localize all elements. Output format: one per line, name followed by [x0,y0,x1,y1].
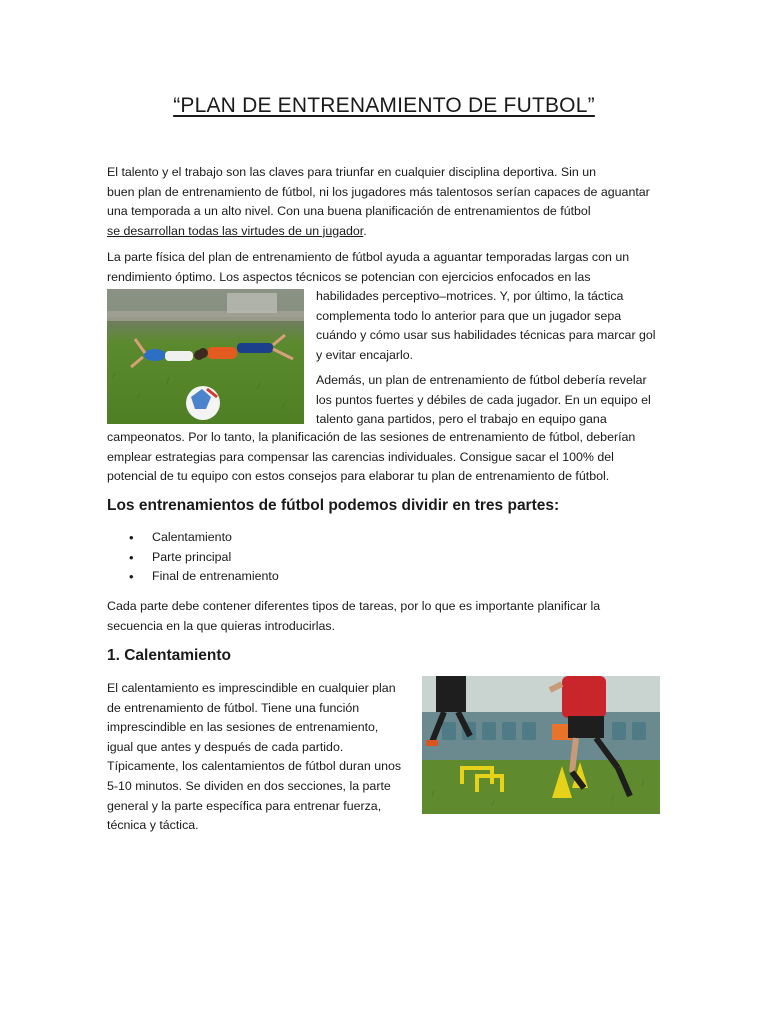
paragraph-line: campeonatos. Por lo tanto, la planificación de las sesiones de entrenamiento de fútbol, deberían [107,430,636,444]
players-resting-photo [107,289,304,424]
intro-line: una temporada a un alto nivel. Con una buena planificación de entrenamientos de fútbol [107,204,591,219]
strengths-paragraph [107,428,662,487]
paragraph-line: emplear estrategias para compensar las carencias individuales. Consigue sacar el 100% del [107,449,614,464]
paragraph-line: El calentamiento es imprescindible en cualquier plan [107,681,396,695]
paragraph-line: Cada parte debe contener diferentes tipos de tareas, por lo que es importante planificar la [107,599,601,613]
paragraph-line: Además, un plan de entrenamiento de fútbol debería revelar [316,373,647,387]
sequence-paragraph [107,597,662,636]
paragraph-line: los puntos fuertes y débiles de cada jugador. En un equipo el [316,392,651,407]
paragraph-line: 5-10 minutos. Se dividen en dos secciones, la parte [107,778,391,793]
paragraph-line: de entrenamiento de fútbol. Tiene una función [107,700,360,715]
strengths-paragraph-wrapped [316,371,666,430]
paragraph-line: habilidades perceptivo–motrices. Y, por último, la táctica [316,289,624,303]
paragraph-line: y evitar encajarlo. [316,347,414,362]
intro-line: El talento y el trabajo son las claves para triunfar en cualquier disciplina deportiva. Sin un [107,165,597,179]
list-item: • Calentamiento [107,528,279,548]
page-title: “PLAN DE ENTRENAMIENTO DE FUTBOL” [173,94,595,117]
paragraph-line: secuencia en la que quieras introducirlas. [107,618,335,633]
intro-link[interactable]: se desarrollan todas las virtudes de un jugador [107,223,364,238]
paragraph-line: complementa todo lo anterior para que un jugador sepa [316,308,622,323]
training-parts-list [107,528,279,587]
paragraph-line: general y la parte específica para entrenar fuerza, [107,798,382,813]
intro-line [107,222,662,242]
paragraph-line: La parte física del plan de entrenamiento de fútbol ayuda a aguantar temporadas largas con un [107,250,630,264]
paragraph-line: cuándo y cómo usar sus habilidades técnicas para marcar gol [316,328,656,343]
warmup-paragraph [107,679,417,836]
physical-paragraph [107,248,662,287]
intro-line: buen plan de entrenamiento de fútbol, ni los jugadores más talentosos serían capaces de aguantar [107,184,650,199]
list-item: • Parte principal [107,548,279,568]
paragraph-line: rendimiento óptimo. Los aspectos técnicos se potencian con ejercicios enfocados en las [107,269,591,284]
paragraph-line: igual que antes y después de cada partido. [107,739,344,754]
intro-paragraph [107,163,662,241]
intro-line-end: . [363,223,367,238]
warmup-heading: 1. Calentamiento [107,647,232,664]
paragraph-line: talento gana partidos, pero el trabajo en equipo gana [316,412,607,427]
paragraph-line: técnica y táctica. [107,818,199,833]
section-heading: Los entrenamientos de fútbol podemos dividir en tres partes: [107,497,560,514]
paragraph-line: imprescindible en las sesiones de entrenamiento, [107,720,379,735]
paragraph-line: Típicamente, los calentamientos de fútbol duran unos [107,759,402,774]
physical-paragraph-wrapped [316,287,666,365]
list-item: • Final de entrenamiento [107,567,279,587]
paragraph-line: potencial de tu equipo con estos consejos para elaborar tu plan de entrenamiento de fútbol. [107,469,610,484]
warmup-drill-photo [422,676,660,814]
